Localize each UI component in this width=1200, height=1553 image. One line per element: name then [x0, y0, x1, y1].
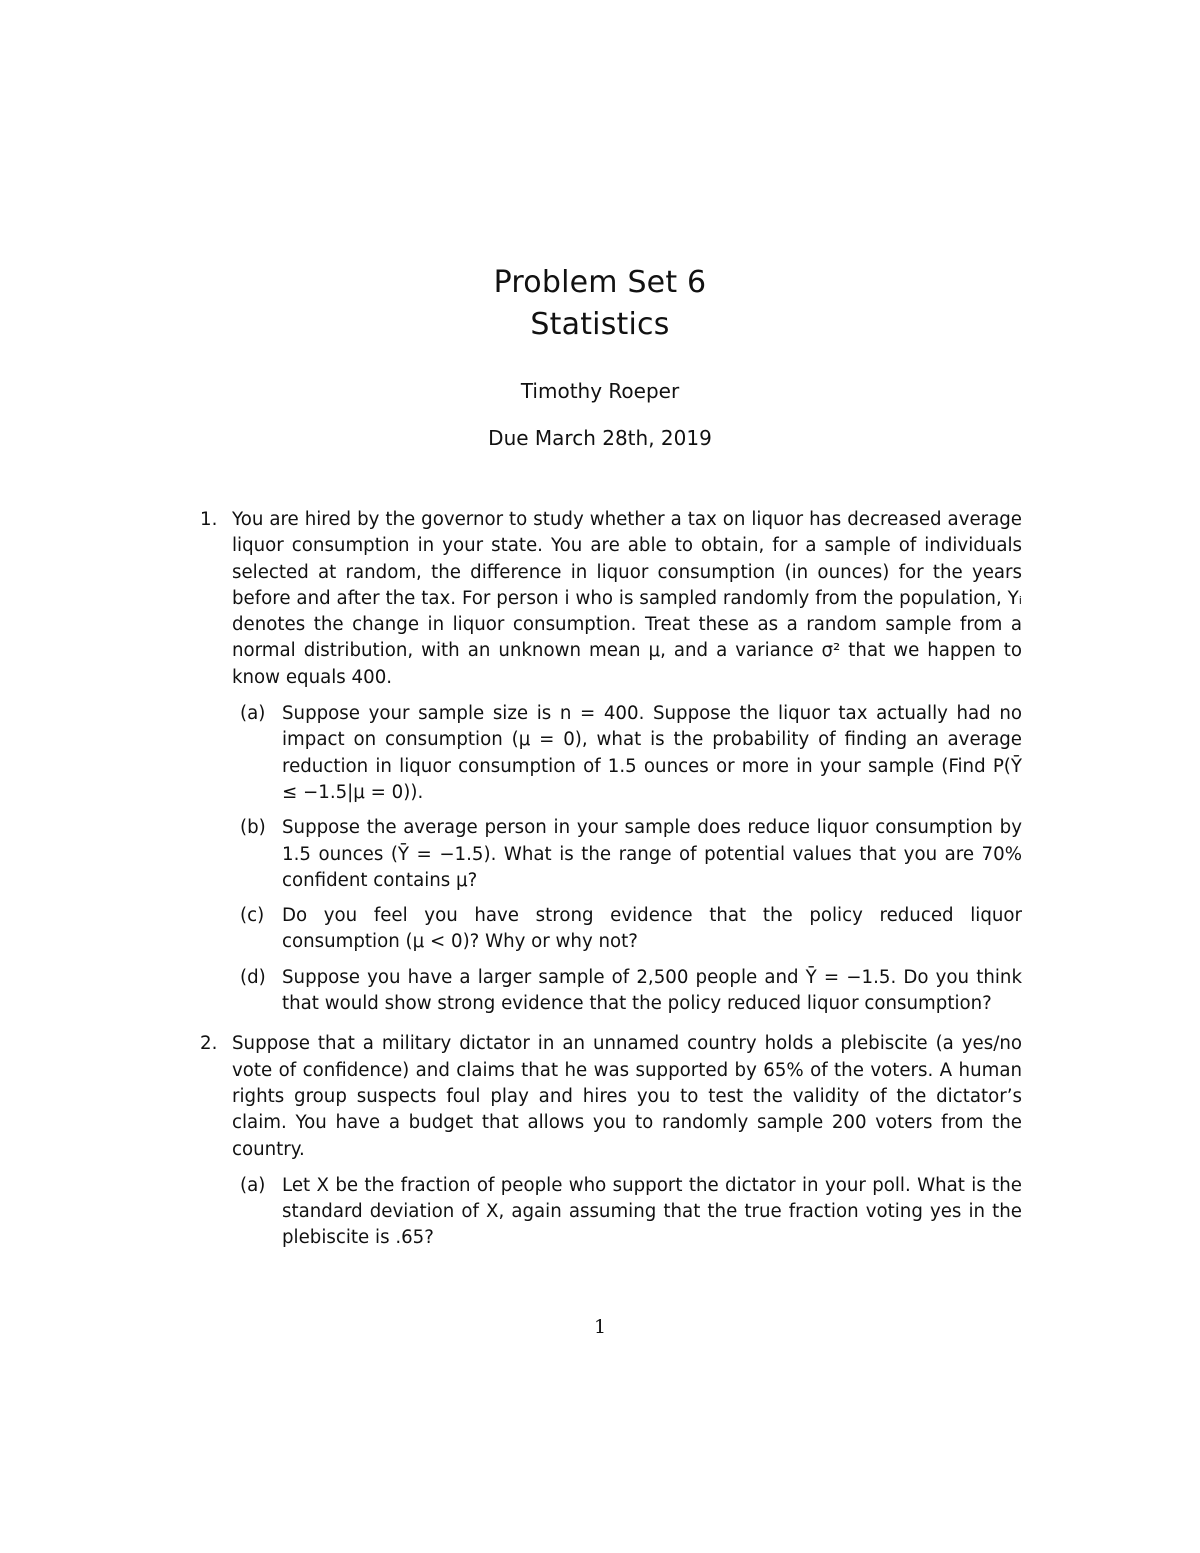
problem-parts: [232, 701, 1022, 1017]
problem-part: [232, 1173, 1022, 1252]
problem-list: [200, 507, 1022, 1266]
problem-number: 2.: [200, 1033, 218, 1055]
part-text: Do you feel you have strong evidence that the policy reduced liquor consumption (μ < 0)? Why or why not?: [282, 905, 1022, 953]
problem-text: You are hired by the governor to study whether a tax on liquor has decreased average liquor consumption in your state. You are able to obtain, for a sample of individuals selected at random, the difference in liquor consumption (in ounces) for the years before and after the tax. For person i who is sampled randomly from the population, Yᵢ denotes the change in liquor consumption. Treat these as a random sample from a normal distribution, with an unknown mean μ, and a variance σ² that we happen to know equals 400.: [232, 509, 1022, 688]
part-label: (c): [240, 905, 265, 927]
part-label: (a): [240, 1174, 266, 1196]
part-text: Suppose your sample size is n = 400. Suppose the liquor tax actually had no impact on consumption (μ = 0), what is the probability of finding an average reduction in liquor consumption of 1.5 ounces or more in your sample (Find P(Ȳ ≤ −1.5|μ = 0)).: [282, 703, 1022, 803]
author-name: Timothy Roeper: [520, 379, 680, 403]
problem-number: 1.: [200, 509, 218, 530]
due-date: Due March 28th, 2019: [488, 426, 712, 450]
title-line-1: Problem Set 6: [493, 265, 707, 300]
problem-part: [232, 903, 1022, 956]
problem-1: [200, 507, 1022, 1017]
problem-part: [232, 965, 1022, 1018]
problem-part: [232, 815, 1022, 894]
part-label: (d): [240, 966, 266, 988]
problem-2: [200, 1031, 1022, 1251]
problem-parts: [232, 1173, 1022, 1252]
problem-text: Suppose that a military dictator in an unnamed country holds a plebiscite (a yes/no vote of confidence) and claims that he was supported by 65% of the voters. A human rights group suspects foul play and hires you to test the validity of the dictator’s claim. You have a budget that allows you to randomly sample 200 voters from the country.: [232, 1033, 1022, 1160]
document-title: [0, 262, 1200, 346]
part-label: (b): [240, 817, 266, 839]
page-number: 1: [593, 1316, 607, 1338]
part-label: (a): [240, 703, 266, 725]
part-text: Let X be the fraction of people who support the dictator in your poll. What is the standard deviation of X, again assuming that the true fraction voting yes in the plebiscite is .65?: [282, 1174, 1022, 1249]
part-text: Suppose you have a larger sample of 2,500 people and Ȳ = −1.5. Do you think that would show strong evidence that the policy reduced liquor consumption?: [282, 966, 1022, 1015]
title-line-2: Statistics: [530, 307, 670, 342]
part-text: Suppose the average person in your sample does reduce liquor consumption by 1.5 ounces (Ȳ = −1.5). What is the range of potential values that you are 70% confident contains μ?: [282, 817, 1022, 891]
problem-part: [232, 701, 1022, 806]
